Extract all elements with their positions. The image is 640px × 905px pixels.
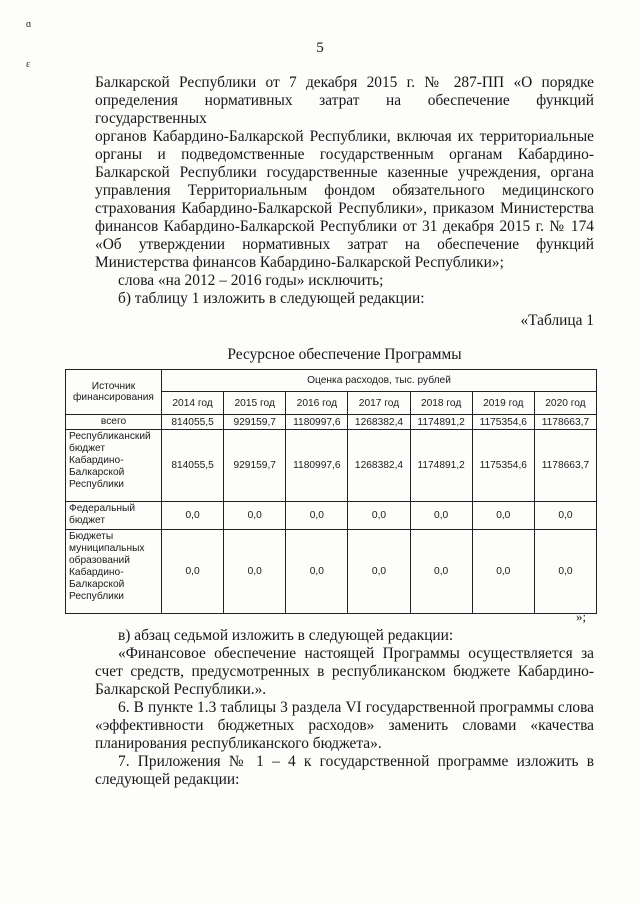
- paragraph-v-quote: счет средств, предусмотренных в республиканском бюджете Кабардино-: [95, 663, 594, 680]
- paragraph-6: «эффективности бюджетных расходов» заменить словами «качества: [95, 717, 594, 734]
- paragraph-7: следующей редакции:: [95, 771, 240, 788]
- table-row: [66, 502, 597, 530]
- table-cell: 1174891,2: [410, 430, 472, 502]
- table-row: [66, 415, 597, 430]
- table-cell: 929159,7: [224, 430, 286, 502]
- table-cell: 0,0: [534, 502, 596, 530]
- row-label: всего: [66, 415, 162, 430]
- table-cell: 1268382,4: [348, 430, 410, 502]
- body-text-top: [95, 74, 594, 364]
- paragraph-line: органов Кабардино-Балкарской Республики, включая их территориальные: [95, 128, 594, 145]
- table-label: «Таблица 1: [520, 312, 594, 329]
- page-number: 5: [316, 40, 324, 56]
- table-row: [66, 530, 597, 614]
- year-header: 2019 год: [472, 392, 534, 415]
- table-cell: 0,0: [410, 502, 472, 530]
- table-cell: 0,0: [224, 502, 286, 530]
- paragraph-line: Балкарской Республики государственные казенные учреждения, органа: [95, 164, 594, 181]
- paragraph-line: Министерства финансов Кабардино-Балкарской Республики»;: [95, 254, 504, 271]
- paragraph-7: 7. Приложения № 1 – 4 к государственной программе изложить в: [118, 753, 594, 770]
- table-cell: 814055,5: [162, 430, 224, 502]
- table-cell: 1180997,6: [286, 415, 348, 430]
- paragraph-line: органы и подведомственные государственным органам Кабардино-: [95, 146, 594, 163]
- paragraph-v: в) абзац седьмой изложить в следующей редакции:: [118, 627, 454, 644]
- table-cell: 0,0: [410, 530, 472, 614]
- paragraph-words: слова «на 2012 – 2016 годы» исключить;: [118, 272, 384, 289]
- paragraph-b: б) таблицу 1 изложить в следующей редакции:: [118, 290, 425, 307]
- table-cell: 0,0: [286, 502, 348, 530]
- expenses-header: Оценка расходов, тыс. рублей: [162, 370, 597, 392]
- year-header: 2016 год: [286, 392, 348, 415]
- table-cell: 1180997,6: [286, 430, 348, 502]
- table-cell: 0,0: [348, 530, 410, 614]
- table-cell: 1268382,4: [348, 415, 410, 430]
- paragraph-line: «Об утверждении нормативных затрат на обеспечение функций: [95, 236, 594, 253]
- body-text-bottom: [95, 627, 594, 789]
- table-cell: 0,0: [472, 530, 534, 614]
- table-cell: 1178663,7: [534, 430, 596, 502]
- table-cell: 0,0: [162, 530, 224, 614]
- year-header: 2020 год: [534, 392, 596, 415]
- paragraph-line: управления Территориальным фондом обязательного медицинского: [95, 182, 594, 199]
- paragraph-line: Балкарской Республики от 7 декабря 2015 г. № 287-ПП «О порядке: [95, 74, 594, 91]
- table-cell: 0,0: [348, 502, 410, 530]
- row-label: Республиканский бюджет Кабардино-Балкарской Республики: [66, 430, 162, 502]
- table-cell: 0,0: [162, 502, 224, 530]
- table-cell: 1175354,6: [472, 430, 534, 502]
- table-cell: 1174891,2: [410, 415, 472, 430]
- table-cell: 929159,7: [224, 415, 286, 430]
- table-cell: 814055,5: [162, 415, 224, 430]
- table-row: [66, 430, 597, 502]
- table-cell: 1178663,7: [534, 415, 596, 430]
- year-header: 2015 год: [224, 392, 286, 415]
- table-cell: 1175354,6: [472, 415, 534, 430]
- paragraph-6: 6. В пункте 1.3 таблицы 3 раздела VI государственной программы слова: [118, 699, 594, 716]
- table-cell: 0,0: [472, 502, 534, 530]
- source-header: Источник финансирования: [66, 370, 162, 415]
- margin-mark: ɛ: [26, 59, 31, 70]
- year-header: 2014 год: [162, 392, 224, 415]
- paragraph-line: определения нормативных затрат на обеспечение функций государственных: [95, 92, 594, 127]
- resource-table: [65, 369, 597, 614]
- margin-mark: ɑ: [26, 19, 32, 30]
- paragraph-line: финансов Кабардино-Балкарской Республики от 31 декабря 2015 г. № 174: [95, 218, 594, 235]
- table-cell: 0,0: [224, 530, 286, 614]
- paragraph-line: страхования Кабардино-Балкарской Республики», приказом Министерства: [95, 200, 594, 217]
- paragraph-6: планирования республиканского бюджета».: [95, 735, 382, 752]
- year-header: 2018 год: [410, 392, 472, 415]
- table-cell: 0,0: [534, 530, 596, 614]
- year-header: 2017 год: [348, 392, 410, 415]
- row-label: Бюджеты муниципальных образований Кабардино-Балкарской Республики: [66, 530, 162, 614]
- table-cell: 0,0: [286, 530, 348, 614]
- table-caption: Ресурсное обеспечение Программы: [227, 346, 462, 363]
- table-closing-quote: »;: [576, 609, 587, 624]
- row-label: Федеральный бюджет: [66, 502, 162, 530]
- paragraph-v-quote: Балкарской Республики.».: [95, 681, 267, 698]
- paragraph-v-quote: «Финансовое обеспечение настоящей Программы осуществляется за: [118, 645, 594, 662]
